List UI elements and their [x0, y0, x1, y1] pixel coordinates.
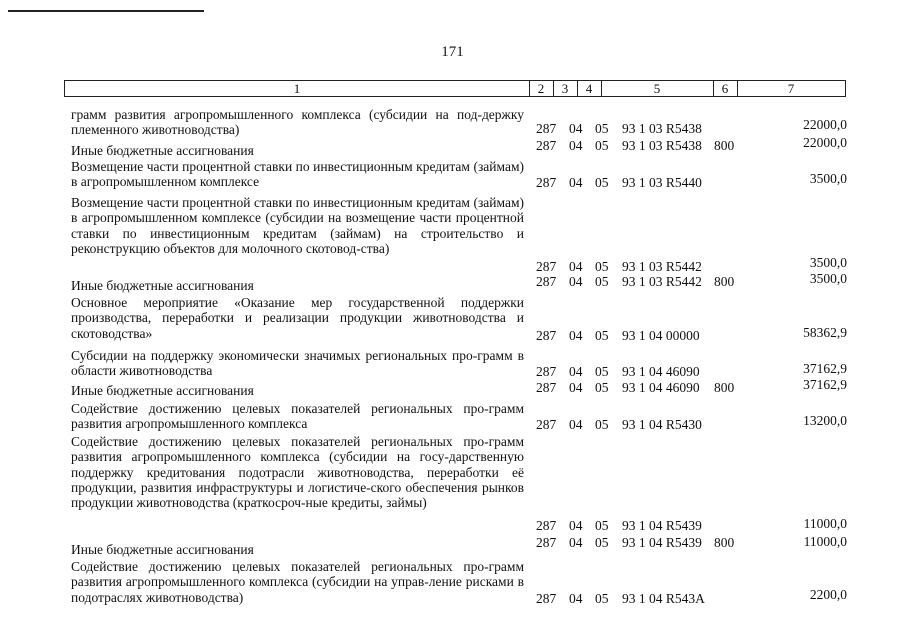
row-description: Иные бюджетные ассигнования — [71, 542, 254, 557]
row-gr: 287 — [536, 121, 557, 136]
row-rz: 04 — [569, 380, 583, 395]
row-rz: 04 — [569, 259, 583, 274]
header-col-5: 5 — [653, 81, 661, 96]
row-csr: 93 1 03 R5442 — [622, 259, 702, 274]
row-csr: 93 1 04 R5439 — [622, 518, 702, 533]
row-vr: 800 — [714, 274, 735, 289]
row-amount: 58362,9 — [803, 325, 847, 340]
row-gr: 287 — [536, 328, 557, 343]
row-amount: 11000,0 — [803, 534, 847, 549]
header-col-4: 4 — [585, 81, 593, 96]
header-col-7: 7 — [787, 81, 795, 96]
row-amount: 13200,0 — [803, 413, 847, 428]
row-vr: 800 — [714, 380, 735, 395]
header-col-1: 1 — [293, 81, 301, 96]
row-description: Содействие достижению целевых показателей региональных про-грамм развития агропромышленного комплекса — [71, 401, 524, 432]
row-gr: 287 — [536, 518, 557, 533]
row-rz: 04 — [569, 518, 583, 533]
row-description: Содействие достижению целевых показателей региональных про-грамм развития агропромышленного комплекса (субсидии на госу-дарственную поддержку кредитования подотрасли животноводства, переработки её продукции, развития инфраструктуры и логистиче-ского обеспечения рынков продукции животноводства (краткосроч-ные кредиты, займы) — [71, 434, 524, 511]
row-pr: 05 — [595, 535, 609, 550]
header-col-2: 2 — [537, 81, 545, 96]
row-amount: 22000,0 — [803, 117, 847, 132]
row-rz: 04 — [569, 364, 583, 379]
row-csr: 93 1 04 R543A — [622, 591, 705, 606]
row-description: Субсидии на поддержку экономически значимых региональных про-грамм в области животноводства — [71, 348, 524, 379]
row-rz: 04 — [569, 138, 583, 153]
row-amount: 22000,0 — [803, 135, 847, 150]
row-description: Возмещение части процентной ставки по инвестиционным кредитам (займам) в агропромышленном комплексе (субсидии на возмещение части процентной ставки по инвестиционным кредитам (займам) на строительство и реконструкцию объектов для молочного скотовод-ства) — [71, 195, 524, 256]
row-gr: 287 — [536, 175, 557, 190]
row-rz: 04 — [569, 121, 583, 136]
page-number: 171 — [441, 44, 464, 60]
row-csr: 93 1 04 46090 — [622, 364, 700, 379]
table-header — [64, 80, 846, 97]
row-rz: 04 — [569, 591, 583, 606]
row-pr: 05 — [595, 259, 609, 274]
row-pr: 05 — [595, 274, 609, 289]
row-amount: 3500,0 — [809, 171, 847, 186]
row-pr: 05 — [595, 175, 609, 190]
row-pr: 05 — [595, 328, 609, 343]
row-csr: 93 1 03 R5438 — [622, 121, 702, 136]
row-rz: 04 — [569, 175, 583, 190]
row-amount: 2200,0 — [809, 587, 847, 602]
row-pr: 05 — [595, 591, 609, 606]
row-csr: 93 1 04 R5439 — [622, 535, 702, 550]
row-csr: 93 1 04 R5430 — [622, 417, 702, 432]
row-gr: 287 — [536, 259, 557, 274]
row-amount: 37162,9 — [803, 377, 847, 392]
row-amount: 3500,0 — [809, 271, 847, 286]
row-csr: 93 1 03 R5442 — [622, 274, 702, 289]
row-gr: 287 — [536, 535, 557, 550]
row-vr: 800 — [714, 138, 735, 153]
row-pr: 05 — [595, 417, 609, 432]
row-gr: 287 — [536, 591, 557, 606]
row-rz: 04 — [569, 535, 583, 550]
row-rz: 04 — [569, 328, 583, 343]
header-col-6: 6 — [721, 81, 729, 96]
row-description: Иные бюджетные ассигнования — [71, 143, 254, 158]
row-description: Иные бюджетные ассигнования — [71, 278, 254, 293]
row-description: грамм развития агропромышленного комплекса (субсидии на под-держку племенного животноводства) — [71, 107, 524, 138]
row-csr: 93 1 04 00000 — [622, 328, 700, 343]
row-rz: 04 — [569, 274, 583, 289]
row-pr: 05 — [595, 138, 609, 153]
scan-artifact-line — [8, 10, 204, 12]
row-pr: 05 — [595, 121, 609, 136]
row-description: Основное мероприятие «Оказание мер государственной поддержки производства, переработки и реализации продукции животноводства и скотоводства» — [71, 295, 524, 341]
row-gr: 287 — [536, 380, 557, 395]
row-amount: 3500,0 — [809, 255, 847, 270]
row-gr: 287 — [536, 417, 557, 432]
row-amount: 11000,0 — [803, 516, 847, 531]
row-description: Иные бюджетные ассигнования — [71, 383, 254, 398]
row-amount: 37162,9 — [803, 361, 847, 376]
row-csr: 93 1 03 R5438 — [622, 138, 702, 153]
row-description: Возмещение части процентной ставки по инвестиционным кредитам (займам) в агропромышленном комплексе — [71, 159, 524, 190]
header-col-3: 3 — [561, 81, 569, 96]
row-csr: 93 1 03 R5440 — [622, 175, 702, 190]
row-description: Содействие достижению целевых показателей региональных про-грамм развития агропромышленного комплекса (субсидии на управ-ление рисками в подотраслях животноводства) — [71, 559, 524, 605]
row-pr: 05 — [595, 380, 609, 395]
row-pr: 05 — [595, 364, 609, 379]
row-gr: 287 — [536, 138, 557, 153]
row-vr: 800 — [714, 535, 735, 550]
row-csr: 93 1 04 46090 — [622, 380, 700, 395]
row-gr: 287 — [536, 274, 557, 289]
row-rz: 04 — [569, 417, 583, 432]
row-gr: 287 — [536, 364, 557, 379]
row-pr: 05 — [595, 518, 609, 533]
